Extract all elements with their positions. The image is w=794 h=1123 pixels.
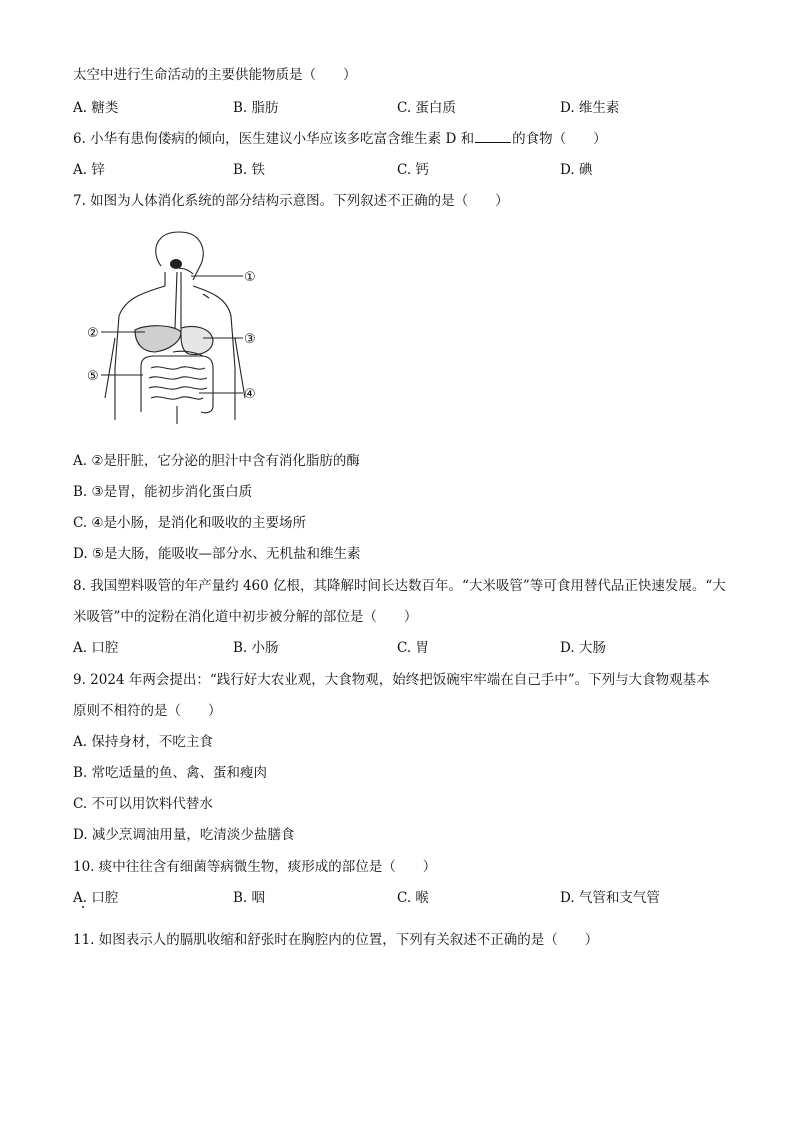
q8-option-c[interactable]: C. 胃	[397, 640, 429, 656]
q7-option-d[interactable]: D. ⑤是大肠，能吸收—部分水、无机盐和维生素	[73, 546, 361, 562]
q9-option-d[interactable]: D. 减少烹调油用量，吃清淡少盐膳食	[73, 827, 295, 843]
stomach	[181, 327, 213, 355]
q6-option-b[interactable]: B. 铁	[233, 162, 266, 178]
q10-options	[73, 889, 733, 907]
mouth-cavity	[177, 268, 193, 274]
trachea-mark	[203, 294, 209, 298]
q6-options	[73, 161, 733, 179]
q5-option-a[interactable]: A. 糖类	[73, 100, 119, 116]
diagram-label-5: ⑤	[87, 369, 99, 384]
q10-option-c[interactable]: C. 喉	[397, 890, 429, 906]
q6-fill-blank	[475, 130, 511, 143]
q5-option-d[interactable]: D. 维生素	[560, 100, 620, 116]
esophagus	[175, 272, 181, 328]
q10-option-d[interactable]: D. 气管和支气管	[560, 890, 660, 906]
q5-stem: 太空中进行生命活动的主要供能物质是（ ）	[73, 67, 357, 83]
q9-stem-line1: 9. 2024 年两会提出：“践行好大农业观，大食物观，始终把饭碗牢牢端在自己手中”。下列与大食物观基本	[73, 672, 710, 688]
q9-option-b[interactable]: B. 常吃适量的鱼、禽、蛋和瘦肉	[73, 765, 268, 781]
q9-option-c[interactable]: C. 不可以用饮料代替水	[73, 796, 213, 812]
diagram-label-2: ②	[87, 326, 99, 341]
q7-option-b[interactable]: B. ③是胃，能初步消化蛋白质	[73, 484, 253, 500]
liver	[135, 326, 181, 352]
q6-stem-part1: 6. 小华有患佝偻病的倾向，医生建议小华应该多吃富含维生素 D 和	[73, 131, 475, 147]
q8-options	[73, 639, 733, 657]
q6-stem-part2: 的食物（ ）	[512, 131, 607, 147]
q6-option-a[interactable]: A. 锌	[73, 162, 105, 178]
diagram-label-4: ④	[244, 387, 256, 402]
q10-option-b[interactable]: B. 咽	[233, 890, 266, 906]
q6-option-c[interactable]: C. 钙	[397, 162, 429, 178]
stray-dot	[82, 906, 84, 908]
q6-option-d[interactable]: D. 碘	[560, 162, 593, 178]
digestive-system-diagram	[85, 228, 270, 428]
q8-stem-line1: 8. 我国塑料吸管的年产量约 460 亿根，其降解时间长达数百年。“大米吸管”等可食用替代品正快速发展。“大	[73, 578, 726, 594]
q5-option-b[interactable]: B. 脂肪	[233, 100, 279, 116]
diagram-label-3: ③	[244, 332, 256, 347]
q8-option-d[interactable]: D. 大肠	[560, 640, 606, 656]
q10-stem: 10. 痰中往往含有细菌等病微生物，痰形成的部位是（ ）	[73, 859, 437, 875]
q9-stem-line2: 原则不相符的是（ ）	[73, 703, 222, 719]
q5-options	[73, 99, 733, 117]
tongue	[170, 259, 182, 269]
q5-option-c[interactable]: C. 蛋白质	[397, 100, 456, 116]
q9-option-a[interactable]: A. 保持身材，不吃主食	[73, 734, 213, 750]
q8-stem-line2: 米吸管”中的淀粉在消化道中初步被分解的部位是（ ）	[73, 609, 418, 625]
small-intestine	[149, 367, 207, 399]
q8-option-b[interactable]: B. 小肠	[233, 640, 279, 656]
q6-stem	[73, 130, 607, 148]
large-intestine	[141, 356, 213, 413]
left-arm-line	[105, 338, 115, 398]
q7-stem: 7. 如图为人体消化系统的部分结构示意图。下列叙述不正确的是（ ）	[73, 193, 509, 209]
head-outline	[156, 232, 204, 280]
diagram-label-1: ①	[244, 270, 256, 285]
q10-option-a[interactable]: A. 口腔	[73, 890, 119, 906]
q11-stem: 11. 如图表示人的膈肌收缩和舒张时在胸腔内的位置，下列有关叙述不正确的是（ ）	[73, 932, 599, 948]
q8-option-a[interactable]: A. 口腔	[73, 640, 119, 656]
q7-option-c[interactable]: C. ④是小肠，是消化和吸收的主要场所	[73, 515, 307, 531]
q7-option-a[interactable]: A. ②是肝脏，它分泌的胆汁中含有消化脂肪的酶	[73, 453, 360, 469]
